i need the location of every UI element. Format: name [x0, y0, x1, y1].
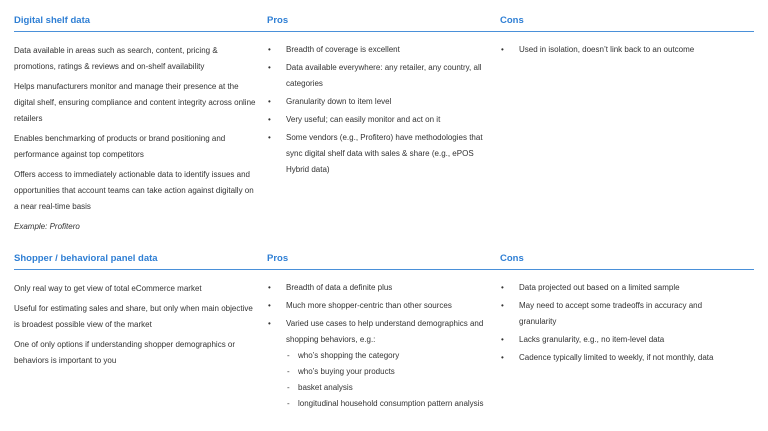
cons-heading: Cons: [500, 253, 524, 264]
cons-list: [500, 42, 740, 58]
pros-item: • Some vendors (e.g., Profitero) have methodologies that sync digital shelf data with sales & share (e.g., ePOS Hybrid data): [267, 130, 492, 178]
section-header-row: [14, 14, 754, 32]
pros-column: [267, 42, 492, 180]
pros-subitem: - basket analysis: [286, 380, 492, 396]
cons-item: • Cadence typically limited to weekly, if not monthly, data: [500, 350, 740, 366]
pros-item: [267, 316, 492, 412]
cons-heading: Cons: [500, 15, 524, 26]
pros-item: • Breadth of coverage is excellent: [267, 42, 492, 58]
description-column: [14, 281, 259, 373]
pros-subitem: - who’s buying your products: [286, 364, 492, 380]
cons-list: [500, 280, 740, 366]
pros-subitem: - longitudinal household consumption pattern analysis: [286, 396, 492, 412]
cons-item: • May need to accept some tradeoffs in accuracy and granularity: [500, 298, 740, 330]
pros-item: • Very useful; can easily monitor and act on it: [267, 112, 492, 128]
section-title: Digital shelf data: [14, 15, 91, 26]
description-paragraph: Data available in areas such as search, content, pricing & promotions, ratings & reviews and on-shelf availability: [14, 46, 218, 71]
pros-item: • Granularity down to item level: [267, 94, 492, 110]
pros-sublist: [286, 348, 492, 412]
cons-item: • Data projected out based on a limited sample: [500, 280, 740, 296]
cons-column: [500, 42, 740, 60]
cons-column: [500, 280, 740, 368]
pros-subitem: - who’s shopping the category: [286, 348, 492, 364]
pros-list: [267, 42, 492, 178]
description-paragraph: One of only options if understanding shopper demographics or behaviors is important to you: [14, 340, 236, 365]
pros-item-text: Varied use cases to help understand demographics and shopping behaviors, e.g.:: [286, 319, 484, 344]
example-note: Example: Profitero: [14, 222, 80, 231]
pros-heading: Pros: [267, 15, 289, 26]
description-paragraph: Helps manufacturers monitor and manage their presence at the digital shelf, ensuring compliance and content integrity across online retailers: [14, 82, 256, 123]
description-column: [14, 43, 259, 239]
section-header-row: [14, 252, 754, 270]
pros-item: • Breadth of data a definite plus: [267, 280, 492, 296]
section-title: Shopper / behavioral panel data: [14, 253, 158, 264]
description-paragraph: Enables benchmarking of products or brand positioning and performance against top competitors: [14, 134, 226, 159]
description-paragraph: Offers access to immediately actionable data to identify issues and opportunities that account teams can take action against digitally on a near real-time basis: [14, 170, 254, 211]
section-shopper-panel: [14, 252, 754, 408]
pros-item: • Much more shopper-centric than other sources: [267, 298, 492, 314]
cons-item: • Lacks granularity, e.g., no item-level data: [500, 332, 740, 348]
pros-column: [267, 280, 492, 414]
section-digital-shelf: [14, 14, 754, 231]
description-paragraph: Useful for estimating sales and share, but only when main objective is broadest possible view of the market: [14, 304, 253, 329]
cons-item: • Used in isolation, doesn’t link back to an outcome: [500, 42, 740, 58]
pros-heading: Pros: [267, 253, 289, 264]
pros-item: • Data available everywhere: any retailer, any country, all categories: [267, 60, 492, 92]
description-paragraph: Only real way to get view of total eCommerce market: [14, 284, 202, 293]
pros-list: [267, 280, 492, 412]
